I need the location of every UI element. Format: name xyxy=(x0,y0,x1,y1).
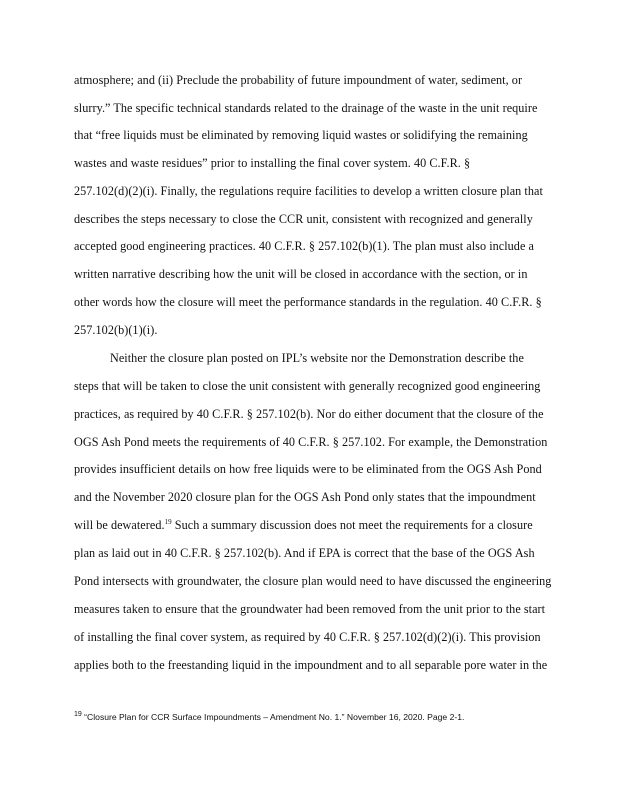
paragraph-first-line: Neither the closure plan posted on IPL’s website nor the Demonstration describe the xyxy=(110,351,524,365)
body-line: slurry.” The specific technical standards related to the drainage of the waste in the unit require xyxy=(74,101,538,115)
body-line xyxy=(74,517,533,533)
body-line: applies both to the freestanding liquid in the impoundment and to all separable pore water in the xyxy=(74,658,548,672)
footnote-reference[interactable]: 19 xyxy=(164,517,172,526)
body-line: provides insufficient details on how free liquids were to be eliminated from the OGS Ash Pond xyxy=(74,462,542,476)
body-line: steps that will be taken to close the unit consistent with generally recognized good engineering xyxy=(74,379,541,393)
body-line: describes the steps necessary to close the CCR unit, consistent with recognized and generally xyxy=(74,212,533,226)
body-line: written narrative describing how the unit will be closed in accordance with the section, or in xyxy=(74,267,528,281)
body-line: accepted good engineering practices. 40 C.F.R. § 257.102(b)(1). The plan must also include a xyxy=(74,239,534,253)
body-line: OGS Ash Pond meets the requirements of 40 C.F.R. § 257.102. For example, the Demonstration xyxy=(74,435,548,449)
body-line: and the November 2020 closure plan for the OGS Ash Pond only states that the impoundment xyxy=(74,490,536,504)
footnote-number: 19 xyxy=(74,711,82,719)
body-line: atmosphere; and (ii) Preclude the probability of future impoundment of water, sediment, or xyxy=(74,73,523,87)
footnote-text: “Closure Plan for CCR Surface Impoundments – Amendment No. 1.” November 16, 2020. Page 2-1. xyxy=(81,712,465,722)
body-line: 257.102(d)(2)(i). Finally, the regulations require facilities to develop a written closure plan that xyxy=(74,184,543,198)
body-line: 257.102(b)(1)(i). xyxy=(74,323,158,337)
body-line: plan as laid out in 40 C.F.R. § 257.102(b). And if EPA is correct that the base of the OGS Ash xyxy=(74,546,535,560)
body-line: other words how the closure will meet the performance standards in the regulation. 40 C.F.R. § xyxy=(74,295,542,309)
body-line: practices, as required by 40 C.F.R. § 257.102(b). Nor do either document that the closure of the xyxy=(74,407,544,421)
body-line: that “free liquids must be eliminated by removing liquid wastes or solidifying the remaining xyxy=(74,128,528,142)
body-line: measures taken to ensure that the groundwater had been removed from the unit prior to the start xyxy=(74,602,546,616)
footnote xyxy=(74,712,464,722)
body-line: of installing the final cover system, as required by 40 C.F.R. § 257.102(d)(2)(i). This provision xyxy=(74,630,541,644)
body-text: will be dewatered. xyxy=(74,518,165,532)
body-line: Pond intersects with groundwater, the closure plan would need to have discussed the engineering xyxy=(74,574,552,588)
body-line: wastes and waste residues” prior to installing the final cover system. 40 C.F.R. § xyxy=(74,156,471,170)
body-text: Such a summary discussion does not meet the requirements for a closure xyxy=(171,518,533,532)
